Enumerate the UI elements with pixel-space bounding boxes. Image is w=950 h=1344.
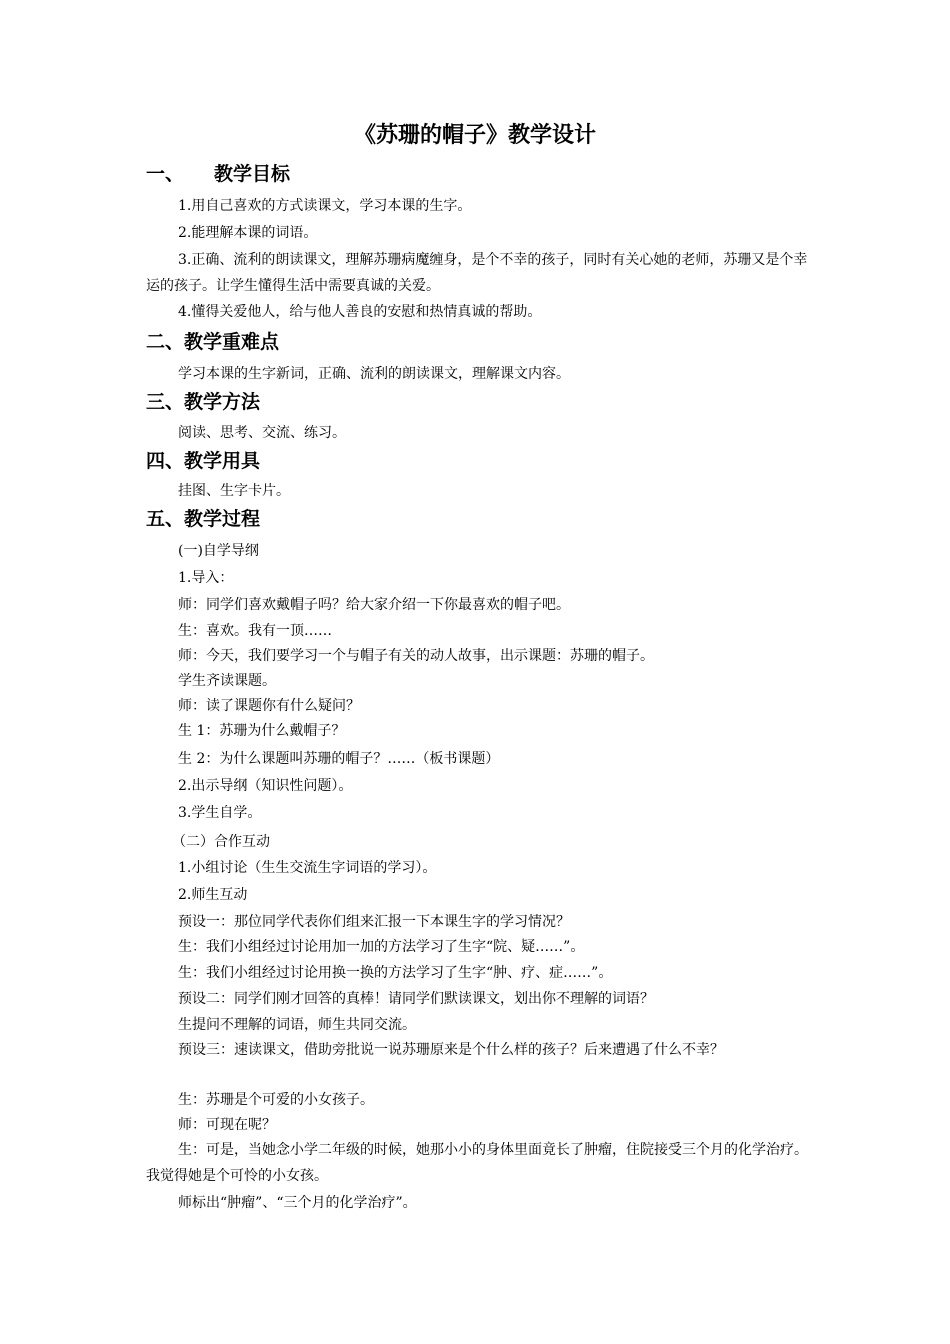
process-subheading: (一)自学导纲 (178, 543, 259, 559)
section-heading-goals (146, 160, 290, 188)
process-subheading: （二）合作互动 (172, 834, 270, 850)
goal-item: 3.正确、流利的朗读课文，理解苏珊病魔缠身，是个不幸的孩子，同时有关心她的老师，苏珊又是个幸运的孩子。让学生懂得生活中需要真诚的关爱。 (146, 252, 808, 294)
section-title: 教学用具 (184, 450, 261, 472)
goal-item: 1.用自己喜欢的方式读课文，学习本课的生字。 (178, 198, 472, 214)
process-line: 生：我们小组经过讨论用换一换的方法学习了生字“肿、疗、症……”。 (178, 965, 613, 981)
process-line: 生 1：苏珊为什么戴帽子？ (178, 723, 346, 739)
goal-item: 2.能理解本课的词语。 (178, 225, 318, 241)
section-title: 教学重难点 (184, 331, 280, 353)
process-line: 生：苏珊是个可爱的小女孩子。 (178, 1092, 374, 1108)
process-line: 师：可现在呢？ (178, 1117, 276, 1133)
process-line: 预设三：速读课文，借助旁批说一说苏珊原来是个什么样的孩子？后来遭遇了什么不幸？ (178, 1042, 724, 1058)
document-title: 《苏珊的帽子》教学设计 (353, 123, 596, 148)
section-heading-process (146, 505, 260, 533)
process-line: 生：可是，当她念小学二年级的时候，她那小小的身体里面竟长了肿瘤，住院接受三个月的化学治疗。我觉得她是个可怜的小女孩。 (146, 1142, 808, 1184)
process-line: 生 2：为什么课题叫苏珊的帽子？……（板书课题） (178, 751, 500, 767)
section-title: 教学方法 (184, 391, 261, 413)
process-line: 生：喜欢。我有一顶…… (178, 623, 332, 639)
process-line: 生：我们小组经过讨论用加一加的方法学习了生字“院、疑……”。 (178, 939, 585, 955)
key-points-text: 学习本课的生字新词，正确、流利的朗读课文，理解课文内容。 (178, 366, 570, 382)
process-line: 1.小组讨论（生生交流生字词语的学习）。 (178, 860, 437, 876)
section-number: 三、 (146, 391, 185, 413)
section-number: 四、 (146, 450, 185, 472)
section-heading-tools (146, 447, 260, 475)
process-line: 2.师生互动 (178, 887, 248, 903)
process-line: 生提问不理解的词语，师生共同交流。 (178, 1017, 416, 1033)
process-line: 师标出“肿瘤”、“三个月的化学治疗”。 (178, 1195, 417, 1211)
process-line: 3.学生自学。 (178, 805, 262, 821)
process-line: 预设二：同学们刚才回答的真棒！请同学们默读课文，划出你不理解的词语？ (178, 991, 654, 1007)
section-title: 教学过程 (184, 508, 261, 530)
process-line: 学生齐读课题。 (178, 673, 276, 689)
section-heading-key-points (146, 328, 279, 356)
section-heading-methods (146, 388, 260, 416)
section-number: 五、 (146, 508, 185, 530)
section-number: 一、 (146, 163, 185, 185)
process-line: 师：今天，我们要学习一个与帽子有关的动人故事，出示课题：苏珊的帽子。 (178, 648, 654, 664)
section-number: 二、 (146, 331, 185, 353)
process-line: 2.出示导纲（知识性问题）。 (178, 778, 353, 794)
goal-item: 4.懂得关爱他人，给与他人善良的安慰和热情真诚的帮助。 (178, 304, 542, 320)
section-title: 教学目标 (214, 163, 291, 185)
methods-text: 阅读、思考、交流、练习。 (178, 425, 346, 441)
process-line: 1.导入： (178, 570, 234, 586)
process-line: 师：同学们喜欢戴帽子吗？给大家介绍一下你最喜欢的帽子吧。 (178, 597, 570, 613)
process-line: 预设一：那位同学代表你们组来汇报一下本课生字的学习情况？ (178, 914, 570, 930)
process-line: 师：读了课题你有什么疑问？ (178, 698, 360, 714)
tools-text: 挂图、生字卡片。 (178, 483, 290, 499)
